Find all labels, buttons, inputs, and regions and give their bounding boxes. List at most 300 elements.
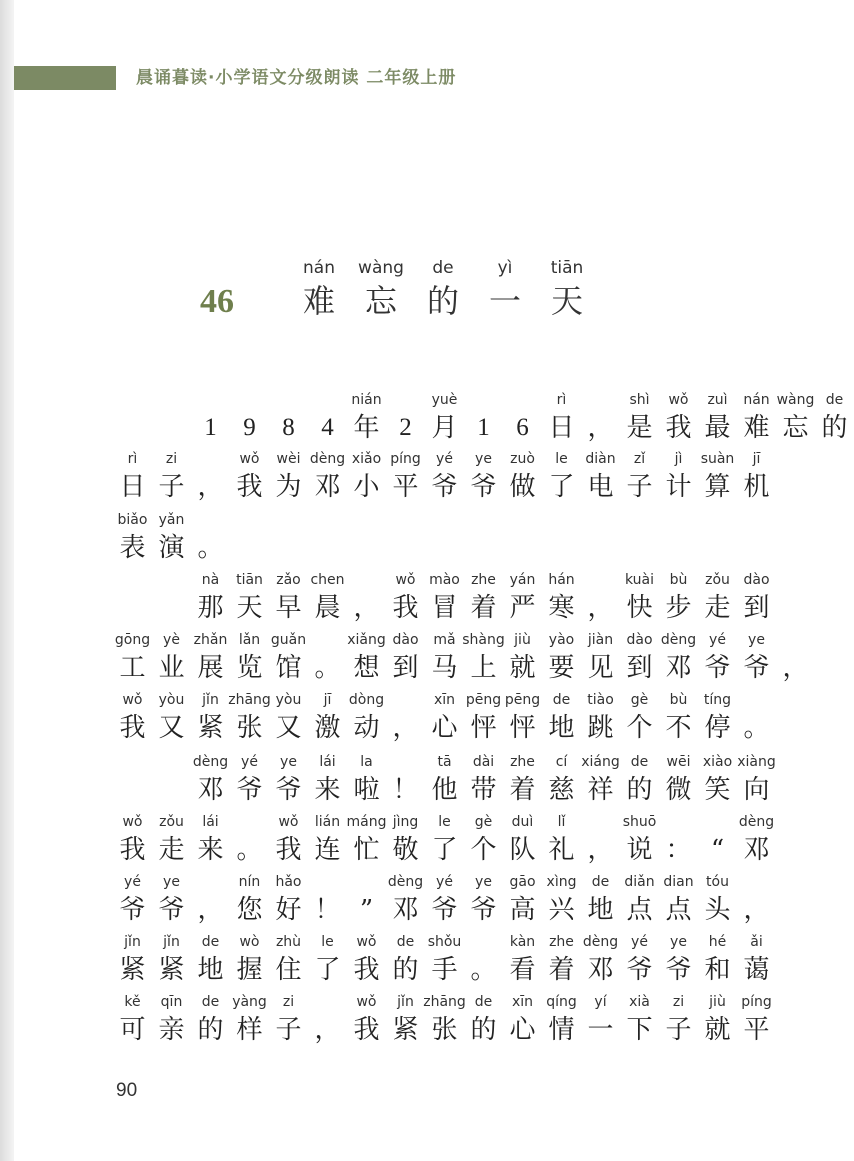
pinyin: xiào <box>702 754 733 770</box>
pinyin: yé <box>124 874 141 890</box>
char-cell <box>503 810 542 866</box>
hanzi: 带 <box>470 775 497 805</box>
pinyin <box>386 750 425 774</box>
hanzi: 业 <box>158 653 185 683</box>
char-cell <box>113 388 152 444</box>
pinyin: lián <box>314 814 341 830</box>
pinyin: dèng <box>192 754 229 770</box>
hanzi: 1 <box>204 414 217 441</box>
char-cell <box>659 990 698 1046</box>
char-cell <box>464 568 503 624</box>
pinyin: de <box>591 874 610 890</box>
title-char <box>350 255 412 321</box>
pinyin: lǐ <box>557 814 566 830</box>
char-cell <box>659 388 698 444</box>
char-cell <box>659 810 698 866</box>
char-cell <box>347 388 386 444</box>
hanzi: 。 <box>314 653 341 683</box>
title-hanzi: 天 <box>550 282 583 320</box>
pinyin: nà <box>201 572 220 588</box>
char-cell <box>191 508 230 564</box>
pinyin: jiù <box>709 994 726 1010</box>
hanzi: 点 <box>665 895 692 925</box>
pinyin: le <box>321 934 334 950</box>
hanzi: 晨 <box>314 593 341 623</box>
pinyin: gè <box>630 692 649 708</box>
hanzi: 要 <box>548 653 575 683</box>
pinyin: tiān <box>236 572 263 588</box>
char-cell <box>698 810 737 866</box>
hanzi: 爷 <box>743 653 770 683</box>
pinyin: wǒ <box>395 572 416 588</box>
char-cell <box>191 388 230 444</box>
hanzi: 的 <box>470 1015 497 1045</box>
char-cell <box>659 688 698 744</box>
char-cell <box>113 810 152 866</box>
hanzi: 慈 <box>548 775 575 805</box>
pinyin: rì <box>127 451 138 467</box>
hanzi: 邓 <box>392 895 419 925</box>
char-cell <box>386 447 425 503</box>
hanzi: 和 <box>704 955 731 985</box>
pinyin: dèng <box>582 934 619 950</box>
pinyin: ye <box>748 632 765 648</box>
pinyin: bù <box>669 692 688 708</box>
hanzi: 年 <box>353 413 380 443</box>
char-cell <box>620 447 659 503</box>
char-cell <box>386 990 425 1046</box>
title-hanzi: 一 <box>488 282 521 320</box>
pinyin: lái <box>319 754 336 770</box>
char-cell <box>230 810 269 866</box>
char-cell <box>152 508 191 564</box>
pinyin: zǒu <box>159 814 184 830</box>
hanzi: 快 <box>626 593 653 623</box>
hanzi: 算 <box>704 472 731 502</box>
pinyin: biǎo <box>117 512 148 528</box>
text-line <box>113 870 776 926</box>
pinyin: gōng <box>114 632 151 648</box>
hanzi: 走 <box>158 835 185 865</box>
char-cell <box>152 688 191 744</box>
char-cell <box>464 388 503 444</box>
hanzi: 子 <box>626 472 653 502</box>
char-cell <box>464 930 503 986</box>
hanzi: 机 <box>743 472 770 502</box>
char-cell <box>386 568 425 624</box>
hanzi: ， <box>353 593 380 623</box>
pinyin: le <box>555 451 568 467</box>
hanzi: 激 <box>314 713 341 743</box>
char-cell <box>503 750 542 806</box>
hanzi: 平 <box>743 1015 770 1045</box>
char-cell <box>113 568 152 624</box>
pinyin: dèng <box>387 874 424 890</box>
char-cell <box>503 930 542 986</box>
char-cell <box>581 750 620 806</box>
pinyin: wǒ <box>239 451 260 467</box>
char-cell <box>503 568 542 624</box>
char-cell <box>269 810 308 866</box>
header-color-bar <box>14 66 116 90</box>
hanzi: 爷 <box>275 775 302 805</box>
char-cell <box>269 688 308 744</box>
hanzi: 停 <box>704 713 731 743</box>
hanzi: 爷 <box>665 955 692 985</box>
pinyin: hǎo <box>275 874 302 890</box>
hanzi: 我 <box>119 835 146 865</box>
char-cell <box>698 990 737 1046</box>
pinyin: qíng <box>546 994 577 1010</box>
text-line <box>113 628 815 684</box>
char-cell <box>191 750 230 806</box>
hanzi: 工 <box>119 653 146 683</box>
pinyin: jiù <box>514 632 531 648</box>
char-cell <box>503 628 542 684</box>
hanzi: 到 <box>743 593 770 623</box>
hanzi: 了 <box>431 835 458 865</box>
page-edge-shadow <box>0 0 14 1161</box>
char-cell <box>386 750 425 806</box>
char-cell <box>230 688 269 744</box>
char-cell <box>230 628 269 684</box>
pinyin: wǒ <box>278 814 299 830</box>
hanzi: 邓 <box>665 653 692 683</box>
char-cell <box>152 388 191 444</box>
pinyin: xīn <box>433 692 456 708</box>
char-cell <box>230 447 269 503</box>
hanzi: 地 <box>587 895 614 925</box>
pinyin: xiǎo <box>351 451 382 467</box>
char-cell <box>581 930 620 986</box>
hanzi: 着 <box>509 775 536 805</box>
hanzi: 怦 <box>509 713 536 743</box>
hanzi: 。 <box>236 835 263 865</box>
pinyin: yé <box>436 451 453 467</box>
char-cell <box>464 810 503 866</box>
hanzi: 月 <box>431 413 458 443</box>
pinyin: zhe <box>510 754 535 770</box>
hanzi: 爷 <box>119 895 146 925</box>
hanzi: 我 <box>665 413 692 443</box>
pinyin: zi <box>165 451 178 467</box>
page-number: 90 <box>116 1080 138 1101</box>
pinyin: hé <box>708 934 727 950</box>
hanzi: 子 <box>665 1015 692 1045</box>
char-cell <box>269 990 308 1046</box>
hanzi: 亲 <box>158 1015 185 1045</box>
char-cell <box>737 447 776 503</box>
pinyin: tíng <box>703 692 732 708</box>
char-cell <box>464 628 503 684</box>
hanzi: 微 <box>665 775 692 805</box>
title-pinyin: de <box>432 258 454 278</box>
char-cell <box>659 447 698 503</box>
char-cell <box>503 990 542 1046</box>
hanzi: 2 <box>399 414 412 441</box>
pinyin: mào <box>429 572 460 588</box>
pinyin: wǒ <box>356 934 377 950</box>
hanzi: 寒 <box>548 593 575 623</box>
char-cell <box>542 688 581 744</box>
hanzi: 点 <box>626 895 653 925</box>
char-cell <box>542 930 581 986</box>
char-cell <box>152 810 191 866</box>
pinyin: jiàn <box>587 632 614 648</box>
hanzi: 邓 <box>743 835 770 865</box>
hanzi: 邓 <box>197 775 224 805</box>
pinyin: yé <box>241 754 258 770</box>
hanzi: 又 <box>158 713 185 743</box>
hanzi: ， <box>587 593 614 623</box>
pinyin: zi <box>672 994 685 1010</box>
pinyin: ye <box>475 874 492 890</box>
hanzi: 邓 <box>587 955 614 985</box>
pinyin: chen <box>310 572 345 588</box>
hanzi: 礼 <box>548 835 575 865</box>
pinyin: shuō <box>622 814 657 830</box>
pinyin: ye <box>670 934 687 950</box>
hanzi: 子 <box>158 472 185 502</box>
char-cell <box>230 870 269 926</box>
char-cell <box>425 688 464 744</box>
hanzi: 演 <box>158 533 185 563</box>
char-cell <box>503 688 542 744</box>
char-cell <box>269 628 308 684</box>
pinyin: zi <box>282 994 295 1010</box>
pinyin: suàn <box>700 451 735 467</box>
pinyin: wǒ <box>356 994 377 1010</box>
char-cell <box>230 388 269 444</box>
char-cell <box>347 990 386 1046</box>
pinyin <box>230 810 269 834</box>
pinyin: yè <box>163 632 180 648</box>
hanzi: 住 <box>275 955 302 985</box>
hanzi: 了 <box>548 472 575 502</box>
pinyin <box>737 870 776 894</box>
pinyin: jī <box>752 451 761 467</box>
pinyin: dòng <box>348 692 385 708</box>
hanzi: 1 <box>477 414 490 441</box>
char-cell <box>152 447 191 503</box>
pinyin: wò <box>239 934 260 950</box>
hanzi: 动 <box>353 713 380 743</box>
hanzi: 见 <box>587 653 614 683</box>
pinyin: nín <box>238 874 261 890</box>
hanzi: 爷 <box>470 472 497 502</box>
pinyin: nián <box>351 392 382 408</box>
hanzi: 平 <box>392 472 419 502</box>
char-cell <box>386 870 425 926</box>
char-cell <box>620 388 659 444</box>
pinyin: jìng <box>392 814 419 830</box>
hanzi: ， <box>743 895 770 925</box>
char-cell <box>542 750 581 806</box>
hanzi: 看 <box>509 955 536 985</box>
char-cell <box>308 568 347 624</box>
pinyin <box>308 870 347 894</box>
char-cell <box>620 990 659 1046</box>
title-char <box>288 255 350 321</box>
char-cell <box>386 628 425 684</box>
char-cell <box>191 990 230 1046</box>
char-cell <box>191 870 230 926</box>
hanzi: ， <box>587 835 614 865</box>
char-cell <box>659 870 698 926</box>
pinyin: xià <box>629 994 650 1010</box>
hanzi: 步 <box>665 593 692 623</box>
char-cell <box>347 930 386 986</box>
char-cell <box>698 628 737 684</box>
char-cell <box>308 688 347 744</box>
pinyin: zhù <box>275 934 302 950</box>
char-cell <box>308 930 347 986</box>
hanzi: 我 <box>275 835 302 865</box>
pinyin: yé <box>709 632 726 648</box>
char-cell <box>113 628 152 684</box>
pinyin: píng <box>741 994 772 1010</box>
char-cell <box>620 810 659 866</box>
char-cell <box>620 628 659 684</box>
text-line <box>113 568 776 624</box>
pinyin <box>347 870 386 894</box>
char-cell <box>269 930 308 986</box>
char-cell <box>347 870 386 926</box>
char-cell <box>191 447 230 503</box>
hanzi: 。 <box>197 533 224 563</box>
hanzi: ” <box>359 895 374 925</box>
title-pinyin: tiān <box>550 258 584 278</box>
char-cell <box>269 568 308 624</box>
pinyin: jì <box>674 451 683 467</box>
hanzi: 到 <box>392 653 419 683</box>
char-cell <box>152 870 191 926</box>
char-cell <box>542 447 581 503</box>
hanzi: 馆 <box>275 653 302 683</box>
hanzi: 紧 <box>119 955 146 985</box>
pinyin <box>503 388 542 412</box>
pinyin: yòu <box>275 692 302 708</box>
char-cell <box>308 810 347 866</box>
pinyin: guǎn <box>270 632 307 648</box>
pinyin: jǐn <box>163 934 180 950</box>
char-cell <box>269 750 308 806</box>
char-cell <box>620 750 659 806</box>
hanzi: 可 <box>119 1015 146 1045</box>
char-cell <box>503 388 542 444</box>
char-cell <box>737 810 776 866</box>
char-cell <box>152 930 191 986</box>
hanzi: 4 <box>321 414 334 441</box>
hanzi: 地 <box>197 955 224 985</box>
hanzi: 那 <box>197 593 224 623</box>
char-cell <box>425 810 464 866</box>
char-cell <box>113 508 152 564</box>
hanzi: 计 <box>665 472 692 502</box>
pinyin <box>308 388 347 412</box>
hanzi: ， <box>587 413 614 443</box>
char-cell <box>347 688 386 744</box>
hanzi: 心 <box>509 1015 536 1045</box>
hanzi: 手 <box>431 955 458 985</box>
pinyin <box>308 990 347 1014</box>
pinyin <box>191 508 230 532</box>
char-cell <box>503 870 542 926</box>
pinyin: ǎi <box>750 934 763 950</box>
pinyin: bù <box>669 572 688 588</box>
pinyin: máng <box>346 814 387 830</box>
char-cell <box>464 447 503 503</box>
pinyin <box>464 388 503 412</box>
char-cell <box>113 870 152 926</box>
pinyin <box>386 388 425 412</box>
hanzi: 我 <box>353 1015 380 1045</box>
text-line <box>113 447 776 503</box>
hanzi: 您 <box>236 895 263 925</box>
pinyin <box>152 388 191 412</box>
pinyin: dèng <box>309 451 346 467</box>
char-cell <box>152 750 191 806</box>
char-cell <box>347 568 386 624</box>
hanzi: 忙 <box>353 835 380 865</box>
char-cell <box>581 447 620 503</box>
hanzi: 了 <box>314 955 341 985</box>
hanzi: ！ <box>392 775 419 805</box>
hanzi: 小 <box>353 472 380 502</box>
pinyin: yé <box>436 874 453 890</box>
text-line <box>113 930 776 986</box>
pinyin: wēi <box>666 754 691 770</box>
hanzi: 跳 <box>587 713 614 743</box>
hanzi: 电 <box>587 472 614 502</box>
char-cell <box>698 870 737 926</box>
pinyin: yuè <box>431 392 458 408</box>
char-cell <box>308 447 347 503</box>
hanzi: 蔼 <box>743 955 770 985</box>
pinyin: ye <box>475 451 492 467</box>
pinyin: la <box>360 754 373 770</box>
char-cell <box>659 750 698 806</box>
pinyin: shì <box>629 392 650 408</box>
char-cell <box>698 750 737 806</box>
char-cell <box>698 930 737 986</box>
hanzi: 就 <box>509 653 536 683</box>
pinyin <box>659 810 698 834</box>
char-cell <box>308 628 347 684</box>
char-cell <box>230 930 269 986</box>
char-cell <box>269 870 308 926</box>
char-cell <box>308 388 347 444</box>
char-cell <box>191 568 230 624</box>
char-cell <box>581 568 620 624</box>
pinyin: ye <box>163 874 180 890</box>
char-cell <box>542 628 581 684</box>
hanzi: 敬 <box>392 835 419 865</box>
hanzi: ： <box>665 835 692 865</box>
char-cell <box>386 930 425 986</box>
hanzi: 做 <box>509 472 536 502</box>
hanzi: 爷 <box>431 895 458 925</box>
hanzi: 走 <box>704 593 731 623</box>
pinyin: jǐn <box>397 994 414 1010</box>
title-pinyin: nán <box>303 258 335 278</box>
pinyin <box>386 688 425 712</box>
pinyin: wèi <box>276 451 301 467</box>
pinyin: wàng <box>776 392 815 408</box>
title-hanzi: 的 <box>426 282 459 320</box>
pinyin: de <box>552 692 571 708</box>
title-char <box>412 255 474 321</box>
